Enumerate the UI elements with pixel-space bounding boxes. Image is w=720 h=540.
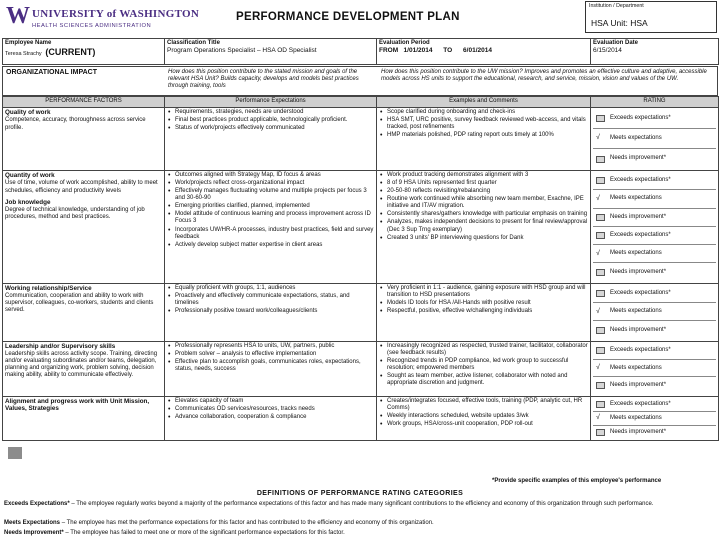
expectation-item: • Requirements, strategies, needs are understood <box>167 109 374 116</box>
example-item: • Recognized trends in PDP compliance, led work group to successful resolution; empowered members <box>379 358 588 372</box>
factor-cell <box>3 341 165 396</box>
expectations-cell <box>165 108 377 171</box>
definition-meets <box>4 520 718 527</box>
expectation-item: • Equally proficient with groups, 1:1, audiences <box>167 285 374 292</box>
definition-term: Meets Expectations <box>4 520 61 526</box>
example-item: • Respectful, positive, effective w/challenging individuals <box>379 308 588 315</box>
checkmark-icon: √ <box>596 249 600 257</box>
rating-checkbox[interactable] <box>596 290 605 297</box>
evaluation-period-value: FROM 1/01/2014 TO 6/01/2014 <box>379 47 492 55</box>
rating-label: Exceeds expectations* <box>610 114 671 121</box>
rating-option-needs[interactable] <box>593 377 716 394</box>
rating-checkbox[interactable] <box>596 269 605 276</box>
rating-option-needs[interactable] <box>593 321 716 339</box>
evaluation-date-value: 6/15/2014 <box>593 47 622 55</box>
example-item: • Increasingly recognized as respected, trusted trainer, facilitator, collaborator (see feedback results) <box>379 343 588 357</box>
rating-checkbox[interactable] <box>596 347 605 354</box>
rating-checkbox[interactable] <box>596 429 605 436</box>
expectation-item: • Outcomes aligned with Strategy Map, ID focus & areas <box>167 172 374 179</box>
rating-cell <box>591 171 719 284</box>
expectation-item: • Work/projects reflect cross-organizational impact <box>167 180 374 187</box>
employee-name-cell <box>3 39 165 65</box>
rating-option-needs[interactable] <box>593 263 716 281</box>
expectation-item: • Status of work/projects effectively communicated <box>167 125 374 132</box>
rating-checkbox[interactable] <box>596 327 605 334</box>
institution-label: Institution / Department <box>589 3 644 9</box>
checkmark-icon: √ <box>596 194 600 202</box>
expectation-item: • Elevates capacity of team <box>167 398 374 405</box>
checkmark-icon: √ <box>596 363 600 371</box>
rating-label: Needs improvement* <box>610 382 667 389</box>
rating-checkbox[interactable] <box>596 177 605 184</box>
rating-checkbox[interactable] <box>596 115 605 122</box>
rating-cell <box>591 396 719 440</box>
example-item: • Consistently shares/gathers knowledge with particular emphasis on training <box>379 211 588 218</box>
rating-option-needs[interactable] <box>593 426 716 439</box>
evaluation-date-cell <box>591 39 719 65</box>
rating-label: Meets expectations <box>610 195 662 202</box>
examples-cell <box>377 108 591 171</box>
employee-status: (CURRENT) <box>45 47 96 58</box>
example-item: • HSA SMT, URC positive, survey feedback reviewed web-access, and vitals tracked, post refinements <box>379 117 588 131</box>
examples-cell <box>377 283 591 341</box>
organizational-impact <box>2 66 718 96</box>
expectation-item: • Advance collaboration, cooperation & compliance <box>167 414 374 421</box>
rating-label: Meets expectations <box>610 364 662 371</box>
rating-label: Exceeds expectations* <box>610 347 671 354</box>
uw-w-mark: W <box>6 3 30 29</box>
expectation-item: • Model attitude of continuous learning and process improvement across ID Focus 3 <box>167 211 374 225</box>
evaluation-date-label: Evaluation Date <box>593 40 639 46</box>
definition-text: – The employee regularly works beyond a majority of the performance expectations of this factor and has made many significant contributions to the efficiency and economy of this organization through such performance. <box>69 501 654 507</box>
rating-option-meets[interactable] <box>593 303 716 321</box>
example-item: • Weekly interactions scheduled, website updates 3/wk <box>379 413 588 420</box>
factor-description: Use of time, volume of work accomplished, ability to meet schedules, efficiency and productivity levels <box>5 180 158 194</box>
rating-option-meets[interactable] <box>593 190 716 208</box>
rating-checkbox[interactable] <box>596 382 605 389</box>
factor-title: Alignment and progress work with Unit Mission, Values, Strategies <box>5 397 150 412</box>
rating-option-meets[interactable] <box>593 412 716 426</box>
examples-cell <box>377 396 591 440</box>
rating-label: Exceeds expectations* <box>610 400 671 407</box>
example-item: • Created 3 units' BP interviewing questions for Dank <box>379 235 588 242</box>
evaluation-period-label: Evaluation Period <box>379 40 430 46</box>
section-working-relationship <box>3 283 719 341</box>
rating-option-exceeds[interactable] <box>593 227 716 245</box>
rating-option-exceeds[interactable] <box>593 109 716 129</box>
organizational-impact-label: ORGANIZATIONAL IMPACT <box>6 69 97 76</box>
rating-option-exceeds[interactable] <box>593 343 716 360</box>
factor-title: Quantity of work <box>5 172 55 179</box>
example-item: • 8 of 9 HSA Units represented first quarter <box>379 180 588 187</box>
factor-description: Communication, cooperation and ability to work with supervisor, colleagues, co-workers, students and clients served. <box>5 293 154 314</box>
classification-value: Program Operations Specialist – HSA OD Specialist <box>167 47 317 55</box>
classification-label: Classification Title <box>167 40 220 46</box>
definition-exceeds <box>4 501 718 508</box>
definition-term: Needs Improvement* <box>4 530 64 536</box>
expectations-cell <box>165 396 377 440</box>
rating-label: Meets expectations <box>610 250 662 257</box>
rating-label: Needs improvement* <box>610 155 667 162</box>
definition-term: Exceeds Expectations* <box>4 501 70 507</box>
section-leadership <box>3 341 719 396</box>
employee-info-table <box>2 38 719 65</box>
rating-option-exceeds[interactable] <box>593 172 716 190</box>
gray-marker-box <box>8 447 22 459</box>
factor-description: Leadership skills across activity scope. Training, directing and/or evaluating subordinates and/or teams, delegation, planning and organizing work, problem solving, decision making ability, ability to communicate effectively. <box>5 351 158 379</box>
expectation-item: • Problem solver – analysis to effective implementation <box>167 351 374 358</box>
col-header-factors: PERFORMANCE FACTORS <box>3 97 165 108</box>
expectations-cell <box>165 283 377 341</box>
expectation-item: • Professionally positive toward work/colleagues/clients <box>167 308 374 315</box>
example-item: • Routine work continued while absorbing new team member, Exachne, IPE initiative and IT/AV migration. <box>379 196 588 210</box>
rating-option-needs[interactable] <box>593 209 716 227</box>
factor-cell <box>3 283 165 341</box>
example-item: • Scope clarified during onboarding and check-ins <box>379 109 588 116</box>
example-item: • HMP materials polished, PDP rating report outs timely at 100% <box>379 132 588 139</box>
evaluation-period-cell <box>377 39 591 65</box>
expectation-item: • Professionally represents HSA to units, UW, partners, public <box>167 343 374 350</box>
example-item: • Very proficient in 1:1 - audience, gaining exposure with HSD group and will transition to HSD presentations <box>379 285 588 299</box>
employee-name-label: Employee Name <box>5 40 52 46</box>
example-item: • Sought as team member, active listener, collaborator with noted and appropriate discretion and judgment. <box>379 373 588 387</box>
example-item: • Creates/integrates focused, effective tools, training (PDP, analytic cut, HR Comms) <box>379 398 588 412</box>
expectations-cell <box>165 171 377 284</box>
rating-label: Needs improvement* <box>610 269 667 276</box>
rating-label: Meets expectations <box>610 308 662 315</box>
rating-option-needs[interactable] <box>593 149 716 169</box>
checkmark-icon: √ <box>596 413 600 421</box>
definition-text: – The employee has met the performance expectations for this factor and has contributed to the efficiency and economy of this organization. <box>60 520 434 526</box>
rating-label: Exceeds expectations* <box>610 232 671 238</box>
expectation-item: • Emerging priorities clarified, planned, implemented <box>167 203 374 210</box>
col-header-expectations: Performance Expectations <box>165 97 377 108</box>
rating-label: Exceeds expectations* <box>610 177 671 184</box>
rating-option-meets[interactable] <box>593 360 716 377</box>
institution-unit: HSA Unit: HSA <box>591 18 648 28</box>
definitions-title: DEFINITIONS OF PERFORMANCE RATING CATEGORIES <box>256 490 464 497</box>
expectation-item: • Final best practices product applicable, technologically proficient. <box>167 117 374 124</box>
factor-title: Leadership and/or Supervisory skills <box>5 342 116 350</box>
col-header-examples: Examples and Comments <box>377 97 591 108</box>
expectation-item: • Effective plan to accomplish goals, communicates roles, expectations, status, needs, success <box>167 359 374 373</box>
definition-text: – The employee has failed to meet one or more of the significant performance expectations for this factor. <box>63 530 345 536</box>
checkmark-icon: √ <box>596 307 600 315</box>
rating-option-meets[interactable] <box>593 245 716 263</box>
example-item: • Work groups, HSA/cross-unit cooperation, PDP roll-out <box>379 421 588 428</box>
university-name: UNIVERSITY of WASHINGTON <box>32 8 200 20</box>
factor-title: Job knowledge <box>5 198 51 206</box>
footnote: *Provide specific examples of this employee's performance <box>492 478 662 484</box>
rating-label: Needs improvement* <box>610 213 667 220</box>
examples-cell <box>377 171 591 284</box>
mission-contribution-text: How does this position contribute to the UW mission? Improves and promotes an effective culture and adaptive, accessible models across HS units to support the educational, research, and service, mission, vision and values of the UW. <box>381 69 707 83</box>
rating-cell <box>591 108 719 171</box>
col-header-rating: RATING <box>591 97 719 108</box>
rating-option-meets[interactable] <box>593 129 716 149</box>
rating-cell <box>591 341 719 396</box>
example-item: • 20-50-80 reflects revisiting/rebalancing <box>379 188 588 195</box>
factor-description: Competence, accuracy, thoroughness across service profile. <box>5 117 146 131</box>
expectation-item: • Effectively manages fluctuating volume and multiple projects per focus 3 and 30-60-90 <box>167 188 374 202</box>
checkmark-icon: √ <box>596 134 600 142</box>
factor-description: Degree of technical knowledge, understanding of job procedures, method and best practices. <box>5 207 145 221</box>
rating-checkbox[interactable] <box>596 232 605 239</box>
definition-needs <box>4 530 718 537</box>
examples-cell <box>377 341 591 396</box>
uw-logo <box>6 3 200 40</box>
section-quantity-job-knowledge <box>3 171 719 284</box>
rating-label: Meets expectations <box>610 134 662 141</box>
position-contribution-text: How does this position contribute to the stated mission and goals of the relevant HSA Unit? Builds capacity, develops and models best practices through training, tools <box>168 69 359 90</box>
rating-option-exceeds[interactable] <box>593 398 716 412</box>
rating-checkbox[interactable] <box>596 214 605 221</box>
expectation-item: • Communicates OD services/resources, tracks needs <box>167 406 374 413</box>
example-item: • Work product tracking demonstrates alignment with 3 <box>379 172 588 179</box>
expectation-item: • Incorporates UW/HR-A processes, industry best practices, field and survey feedback <box>167 227 374 241</box>
logo-subtitle: HEALTH SCIENCES ADMINISTRATION <box>32 23 152 29</box>
performance-grid <box>2 96 719 441</box>
factor-cell <box>3 396 165 440</box>
rating-checkbox[interactable] <box>596 156 605 163</box>
factor-title: Working relationship/Service <box>5 284 92 292</box>
section-quality-of-work <box>3 108 719 171</box>
document-title: PERFORMANCE DEVELOPMENT PLAN <box>236 11 460 23</box>
section-alignment <box>3 396 719 440</box>
expectation-item: • Actively develop subject matter expertise in client areas <box>167 242 374 249</box>
factor-cell <box>3 108 165 171</box>
factor-cell <box>3 171 165 284</box>
institution-box <box>585 1 717 33</box>
rating-checkbox[interactable] <box>596 401 605 408</box>
rating-label: Needs improvement* <box>610 326 667 333</box>
factor-title: Quality of work <box>5 109 51 116</box>
rating-label: Needs improvement* <box>610 428 667 435</box>
example-item: • Models ID tools for HSA /All-Hands with positive result <box>379 300 588 307</box>
rating-label: Exceeds expectations* <box>610 289 671 296</box>
employee-name: Teresa Strachy <box>5 51 42 58</box>
rating-option-exceeds[interactable] <box>593 285 716 303</box>
rating-label: Meets expectations <box>610 414 662 421</box>
example-item: • Analyzes, makes independent decisions to present for final review/approval (Dec 3 Sup Trng exemplary) <box>379 219 588 233</box>
expectation-item: • Proactively and effectively communicate expectations, status, and timelines <box>167 293 374 307</box>
expectations-cell <box>165 341 377 396</box>
rating-cell <box>591 283 719 341</box>
classification-cell <box>165 39 377 65</box>
